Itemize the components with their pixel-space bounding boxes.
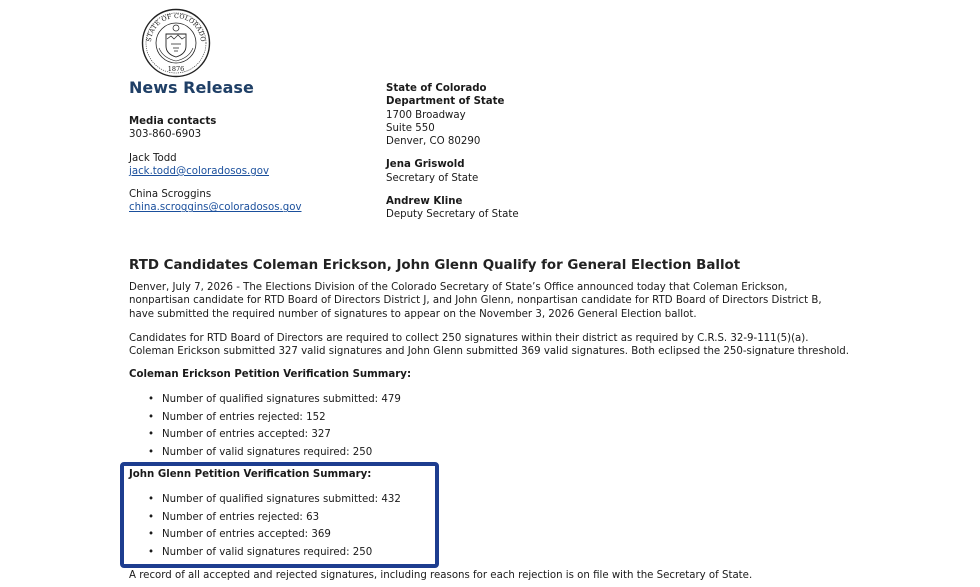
office-state: State of Colorado bbox=[386, 83, 487, 94]
contact-email-link[interactable]: jack.todd@coloradosos.gov bbox=[129, 165, 270, 177]
contact-name: China Scroggins bbox=[129, 189, 212, 201]
office-address-line: 1700 Broadway bbox=[386, 109, 466, 121]
contact-email-link[interactable]: china.scroggins@coloradosos.gov bbox=[129, 202, 302, 214]
contact-name: Jack Todd bbox=[129, 152, 177, 164]
media-contacts bbox=[129, 115, 379, 215]
official-title: Deputy Secretary of State bbox=[386, 209, 519, 221]
summary-title: Coleman Erickson Petition Verification Summary: bbox=[129, 369, 412, 380]
summary-item: • Number of valid signatures required: 250 bbox=[146, 444, 401, 462]
summary-item: • Number of entries accepted: 327 bbox=[146, 426, 401, 444]
summary-item: • Number of entries rejected: 63 bbox=[146, 509, 401, 527]
release-headline: RTD Candidates Coleman Erickson, John Glenn Qualify for General Election Ballot bbox=[129, 258, 741, 273]
summary-item: • Number of qualified signatures submitted: 479 bbox=[146, 391, 401, 409]
body-paragraph: Candidates for RTD Board of Directors are required to collect 250 signatures within their district as required by C.R.S. 32-9-111(5)(a). Coleman Erickson submitted 327 valid signatures and John Glenn submitted 369 valid signatures. Both eclipsed the 250-signature threshold. bbox=[129, 333, 849, 358]
page-title: News Release bbox=[129, 78, 254, 97]
office-address-line: Denver, CO 80290 bbox=[386, 136, 481, 148]
seal-year: 1876 bbox=[167, 65, 185, 73]
summary-item: • Number of valid signatures required: 250 bbox=[146, 544, 401, 562]
media-contacts-heading: Media contacts bbox=[129, 116, 217, 127]
summary-title: John Glenn Petition Verification Summary: bbox=[129, 469, 372, 480]
body-paragraph: Denver, July 7, 2026 - The Elections Division of the Colorado Secretary of State’s Office announced today that Coleman Erickson, nonpartisan candidate for RTD Board of Directors District J, and John Glenn, nonpartisan candidate for RTD Board of Directors District B, have submitted the required number of signatures to appear on the November 3, 2026 General Election ballot. bbox=[129, 282, 822, 320]
summary-item: • Number of qualified signatures submitted: 432 bbox=[146, 491, 401, 509]
office-address-line: Suite 550 bbox=[386, 122, 435, 134]
footer-note: A record of all accepted and rejected signatures, including reasons for each rejection is on file with the Secretary of State. bbox=[129, 570, 753, 581]
seal-text: STATE OF COLORADO bbox=[145, 12, 207, 43]
summary-item: • Number of entries accepted: 369 bbox=[146, 526, 401, 544]
office-department: Department of State bbox=[386, 96, 505, 108]
official-name: Jena Griswold bbox=[386, 159, 465, 171]
summary-list bbox=[146, 391, 401, 461]
official-title: Secretary of State bbox=[386, 172, 479, 184]
media-phone: 303-860-6903 bbox=[129, 129, 202, 141]
summary-item: • Number of entries rejected: 152 bbox=[146, 409, 401, 427]
office-info bbox=[386, 82, 636, 222]
official-name: Andrew Kline bbox=[386, 196, 463, 208]
summary-list bbox=[146, 491, 401, 561]
colorado-state-seal bbox=[141, 8, 211, 78]
